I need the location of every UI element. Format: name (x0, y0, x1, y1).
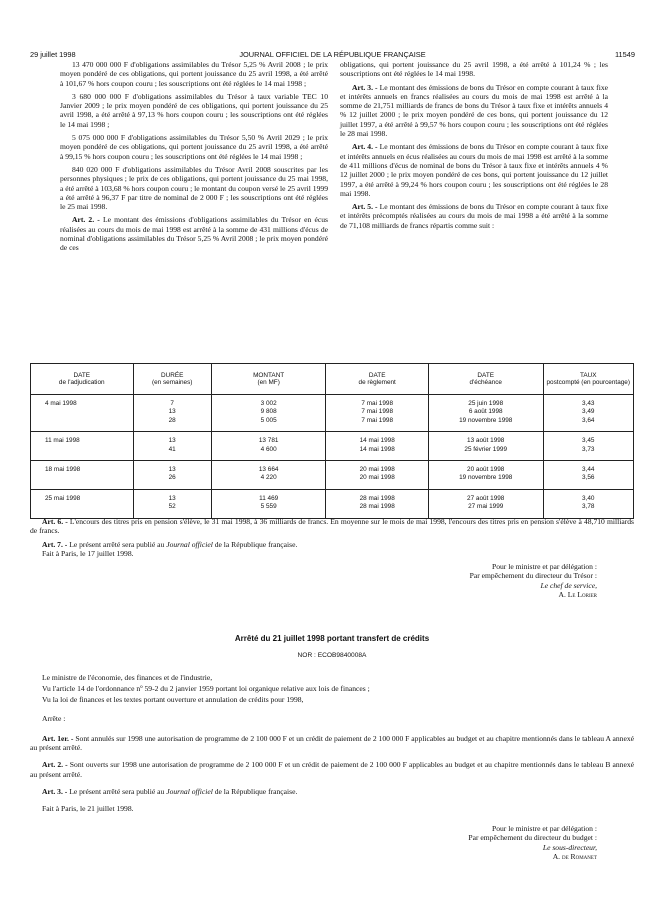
cell-value: 28 mai 1998 (359, 503, 395, 511)
article-6 (30, 517, 634, 536)
cell-value: 20 mai 1998 (359, 474, 395, 482)
cell-value: 3,40 (582, 494, 595, 502)
paragraph: obligations, qui portent jouissance du 25 avril 1998, a été arrêté à 101,24 % ; les souscriptions ont été réglées le 14 mai 1998. (340, 60, 608, 79)
amount-cell (211, 461, 326, 490)
cell-value: 3,64 (582, 416, 595, 424)
cell-value: 7 (170, 400, 174, 407)
maturity-date-cell (428, 432, 543, 461)
article-7: Art. 7. - Le présent arrêté sera publié au Journal officiel de la République française. (42, 539, 298, 549)
signature-name: A. de Romanet (552, 851, 597, 861)
signature-line: Pour le ministre et par délégation : (491, 824, 597, 833)
article-3: Art. 3. - Le présent arrêté sera publié au Journal officiel de la République française. (42, 786, 298, 796)
cell-value: 28 mai 1998 (359, 494, 395, 502)
rate-cell (543, 432, 634, 461)
column-header: MONTANT (en MF) (211, 364, 326, 395)
cell-value: 6 août 1998 (468, 408, 503, 416)
article-label: Art. 3. - (352, 82, 378, 92)
nor-reference: NOR : ECOB9840008A (297, 652, 367, 660)
signature-name: A. Le Lorier (558, 589, 597, 599)
signature-block (337, 824, 597, 861)
article-2 (30, 760, 634, 779)
cell-value: 14 mai 1998 (359, 437, 395, 445)
page-number: 11549 (614, 50, 635, 59)
cell-value: 13 (168, 494, 176, 502)
cell-value: 13 781 (258, 437, 279, 445)
left-column (60, 60, 328, 257)
article-text: Sont annulés sur 1998 une autorisation de programme de 2 100 000 F et un crédit de paiement de 2 100 000 F applicables au budget et au chapitre mentionnés dans le tableau A annexé au présent arrêté. (30, 733, 634, 753)
article-text: Le montant des émissions d'obligations assimilables du Trésor en écus réalisées au cours du mois de mai 1998 est arrêté à la somme de 431 millions d'écus de nominal d'obligations assimilables du Trésor 5,25 % Avril 2008 ; le prix moyen pondéré de ces (60, 215, 328, 253)
signature-line: Pour le ministre et par délégation : (491, 562, 597, 571)
cell-value: 13 août 1998 (467, 437, 505, 445)
cell-value: 19 novembre 1998 (459, 474, 513, 482)
signature-line: Par empêchement du directeur du budget : (468, 833, 597, 843)
signature-title: Le sous-directeur, (542, 842, 597, 852)
cell-value: 20 mai 1998 (359, 466, 395, 474)
duration-cell (133, 432, 211, 461)
cell-value: 13 (168, 408, 176, 416)
cell-value: 4 mai 1998 (45, 400, 77, 407)
article-label: Art. 2. - (42, 760, 68, 770)
rate-cell (543, 489, 634, 518)
paragraph: 5 075 000 000 F d'obligations assimilables du Trésor 5,50 % Avril 2029 ; le prix moyen pondéré de ces obligations, qui portent jouissance du 25 avril 1998, a été arrêté à 99,15 % hors coupon couru ; les souscriptions ont été réglées le 14 mai 1998 ; (60, 133, 328, 161)
article-5 (340, 202, 608, 230)
article-label: Art. 6. - (42, 517, 68, 526)
cell-value: 25 juin 1998 (468, 400, 504, 407)
rate-cell (543, 461, 634, 490)
table-row (31, 395, 634, 432)
cell-value: 5 559 (260, 503, 277, 511)
article-4 (340, 142, 608, 198)
article-label: Art. 5. - (352, 202, 378, 212)
signature-title: Le chef de service, (540, 580, 597, 590)
cell-value: 3,44 (582, 466, 595, 474)
paragraph: 840 020 000 F d'obligations assimilables du Trésor Avril 2008 souscrites par les personnes physiques ; le prix de ces obligations, qui portent jouissance du 25 mai 1998, a été arrêté à 103,68 % hors coupon couru ; le montant du coupon versé le 25 avril 1999 a été arrêté à 96,37 F par titre de nominal de 2 000 F ; les souscriptions ont été réglées le 25 mai 1998. (60, 164, 328, 212)
adjudication-date (31, 432, 134, 461)
journal-name: Journal officiel (166, 786, 213, 796)
article-text: Le montant des émissions de bons du Trésor en compte courant à taux fixe et intérêts annuels en francs réalisées au cours du mois de mai 1998 est arrêté à la somme de 21,751 milliards de francs de bons du Trésor à taux fixe et intérêts annuels 4 % 12 juillet 2000 ; le prix moyen pondéré de ces bons, qui portent jouissance du 12 juillet 1997, a été arrêté à 99,57 % hors coupon couru ; les souscriptions ont été réglées le 28 mai 1998. (340, 82, 608, 139)
signature-line: Par empêchement du directeur du Trésor : (469, 571, 597, 581)
settlement-date-cell (326, 489, 429, 518)
article-2 (60, 215, 328, 252)
cell-value: 20 août 1998 (467, 466, 505, 474)
cell-value: 27 août 1998 (467, 494, 505, 502)
cell-value: 27 mai 1999 (468, 503, 504, 511)
cell-value: 13 (168, 437, 176, 445)
table-row (31, 489, 634, 518)
cell-value: 25 mai 1998 (45, 494, 81, 502)
cell-value: 52 (168, 503, 176, 511)
cell-value: 13 664 (258, 466, 279, 474)
amount-cell (211, 432, 326, 461)
paragraph: 3 680 000 000 F d'obligations assimilables du Trésor à taux variable TEC 10 Janvier 2009 ; le prix moyen pondéré de ces obligations, qui portent jouissance du 25 avril 1998, a été arrêté à 97,13 % hors coupon couru ; les souscriptions ont été réglées le 14 mai 1998 ; (60, 91, 328, 129)
cell-value: 25 février 1999 (464, 445, 508, 453)
amount-cell (211, 489, 326, 518)
table-row (31, 432, 634, 461)
cell-value: 19 novembre 1998 (459, 416, 513, 424)
article-label: Art. 3. - (42, 786, 68, 796)
adjudication-date (31, 461, 134, 490)
column-header: DATE de règlement (326, 364, 429, 395)
rate-cell (543, 395, 634, 432)
duration-cell (133, 489, 211, 518)
maturity-date-cell (428, 489, 543, 518)
table-row (31, 461, 634, 490)
maturity-date-cell (428, 395, 543, 432)
cell-value: 18 mai 1998 (45, 466, 81, 474)
paragraph: 13 470 000 000 F d'obligations assimilables du Trésor 5,25 % Avril 2008 ; le prix moyen pondéré de ces obligations, qui portent jouissance du 25 avril 1998, a été arrêté à 101,67 % hors coupon couru ; les souscriptions ont été réglées le 14 mai 1998 ; (60, 60, 328, 88)
article-text: L'encours des titres pris en pension s'élève, le 31 mai 1998, à 36 milliards de francs. En moyenne sur le mois de mai 1998, l'encours des titres pris en pension s'élève à 48,710 milliards de francs. (30, 517, 634, 536)
cell-value: 14 mai 1998 (359, 445, 395, 453)
column-header: TAUX postcompté (en pourcentage) (543, 364, 634, 395)
settlement-date-cell (326, 395, 429, 432)
cell-value: 7 mai 1998 (361, 416, 393, 424)
cell-value: 11 mai 1998 (45, 437, 80, 445)
arrete-label: Arrête : (42, 714, 66, 724)
duration-cell (133, 461, 211, 490)
after-table-text (30, 517, 634, 562)
cell-value: 3,43 (582, 400, 595, 407)
article-1 (30, 734, 634, 753)
article-label: Art. 4. - (352, 142, 378, 152)
column-header: DATE d'échéance (428, 364, 543, 395)
cell-value: 7 mai 1998 (361, 408, 393, 416)
cell-value: 5 005 (260, 416, 277, 424)
article-3 (340, 83, 608, 139)
article-label: Art. 7. - (42, 539, 68, 549)
paragraph: Vu l'article 14 de l'ordonnance nº 59-2 du 2 janvier 1959 portant loi organique relative aux lois de finances ; (42, 683, 370, 693)
cell-value: 11 469 (259, 494, 279, 502)
signed-date: Fait à Paris, le 17 juillet 1998. (42, 548, 134, 558)
paragraph: Vu la loi de finances et les textes portant ouverture et annulation de crédits pour 1998, (42, 695, 304, 705)
cell-value: 3,49 (582, 408, 595, 416)
cell-value: 28 (168, 416, 176, 424)
cell-value: 4 220 (260, 474, 277, 482)
signed-date: Fait à Paris, le 21 juillet 1998. (42, 804, 134, 814)
journal-name: Journal officiel (166, 539, 213, 549)
cell-value: 13 (168, 466, 176, 474)
second-decree (30, 634, 634, 818)
adjudication-table (30, 363, 634, 519)
cell-value: 41 (168, 445, 176, 453)
cell-value: 3,73 (582, 445, 595, 453)
header-date: 29 juillet 1998 (30, 50, 76, 59)
cell-value: 7 mai 1998 (361, 400, 393, 407)
cell-value: 4 600 (260, 445, 277, 453)
table-header-row (31, 364, 634, 395)
adjudication-date (31, 489, 134, 518)
decree-title: Arrêté du 21 juillet 1998 portant transfert de crédits (234, 634, 430, 643)
adjudication-date (31, 395, 134, 432)
cell-value: 3,56 (582, 474, 595, 482)
signature-block (337, 562, 597, 599)
paragraph: Le ministre de l'économie, des finances et de l'industrie, (42, 672, 213, 682)
cell-value: 9 808 (260, 408, 277, 416)
article-text: Le montant des émissions de bons du Trésor en compte courant à taux fixe et intérêts précomptés réalisées au cours du mois de mai 1998 a été arrêté à la somme de 71,108 milliards de francs répartis comme suit : (340, 202, 608, 230)
cell-value: 3,78 (582, 503, 595, 511)
article-label: Art. 2. - (72, 215, 100, 225)
cell-value: 3 002 (260, 400, 277, 407)
article-text: Le montant des émissions de bons du Trésor en compte courant à taux fixe et intérêts annuels en écus réalisées au cours du mois de mai 1998 est arrêté à la somme de 411 millions d'écus de nominal de bons du Trésor à taux fixe et intérêts annuels 4 % 12 juillet 2000 ; le prix moyen pondéré de ces bons, qui portent jouissance du 12 juillet 1997, a été arrêté à 99,24 % hors coupon couru ; les souscriptions ont été réglées le 28 mai 1998. (340, 142, 608, 198)
settlement-date-cell (326, 461, 429, 490)
column-header: DURÉE (en semaines) (133, 364, 211, 395)
duration-cell (133, 395, 211, 432)
article-text: Sont ouverts sur 1998 une autorisation de programme de 2 100 000 F et un crédit de paiement de 2 100 000 F applicables au budget et au chapitre mentionnés dans le tableau B annexé au présent arrêté. (30, 760, 634, 779)
right-column (340, 60, 608, 234)
article-label: Art. 1er. - (42, 733, 74, 743)
amount-cell (211, 395, 326, 432)
settlement-date-cell (326, 432, 429, 461)
column-header: DATE de l'adjudication (31, 364, 134, 395)
maturity-date-cell (428, 461, 543, 490)
journal-title: JOURNAL OFFICIEL DE LA RÉPUBLIQUE FRANÇAISE (239, 50, 426, 59)
cell-value: 3,45 (582, 437, 595, 445)
cell-value: 26 (168, 474, 176, 482)
